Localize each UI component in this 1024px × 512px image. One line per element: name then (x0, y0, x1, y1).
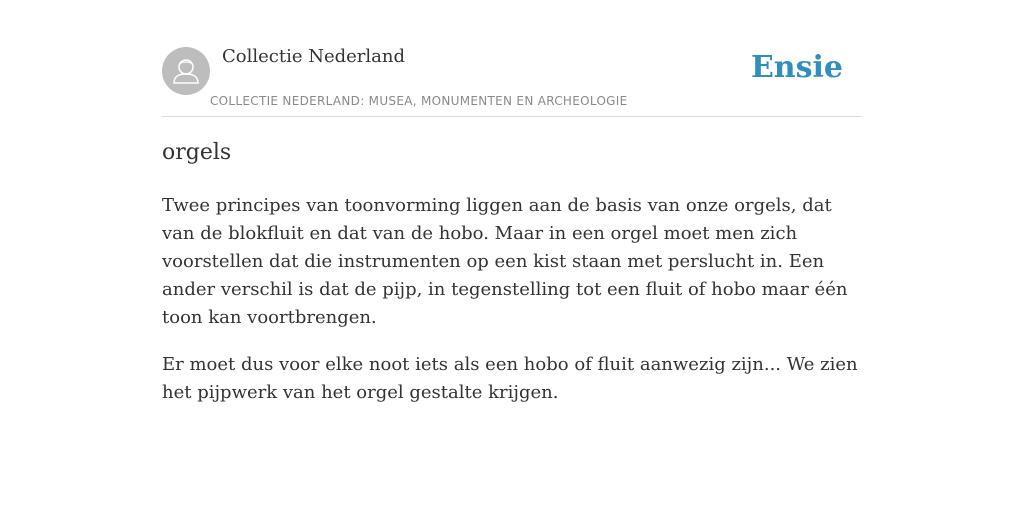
article-body (162, 192, 862, 426)
header (162, 44, 862, 117)
author-name[interactable]: Collectie Nederland (222, 46, 406, 67)
page-title: orgels (162, 140, 232, 165)
paragraph: Er moet dus voor elke noot iets als een hobo of fluit aanwezig zijn... We zien het pijpwerk van het orgel gestalte krijgen. (162, 354, 858, 403)
author-subtitle: COLLECTIE NEDERLAND: MUSEA, MONUMENTEN EN ARCHEOLOGIE (210, 94, 628, 108)
paragraph: Twee principes van toonvorming liggen aan de basis van onze orgels, dat van de blokfluit en dat van de hobo. Maar in een orgel moet men zich voorstellen dat die instrumenten op een kist staan met perslucht in. Een ander verschil is dat de pijp, in tegenstelling tot een fluit of hobo maar één toon kan voortbrengen. (162, 195, 848, 328)
brand-logo[interactable]: Ensie (750, 50, 843, 85)
avatar[interactable] (162, 47, 210, 95)
user-icon (162, 47, 210, 95)
